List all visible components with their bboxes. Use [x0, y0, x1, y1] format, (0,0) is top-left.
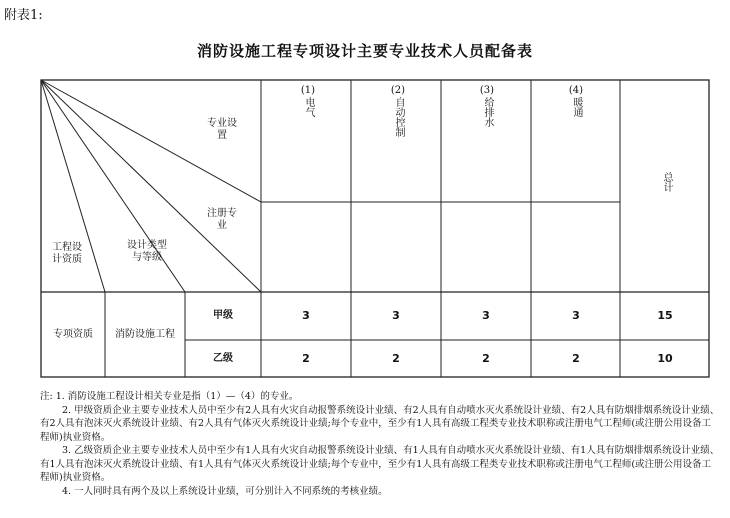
page-title: 消防设施工程专项设计主要专业技术人员配备表	[196, 42, 533, 60]
column-header-total: 总计	[661, 172, 672, 192]
header-registered-specialty: 注册专业	[207, 208, 237, 231]
note-4: 4. 一人同时具有两个及以上系统设计业绩，可分别计入不同系统的考核业绩。	[62, 485, 388, 497]
header-specialty-setting: 专业设置	[207, 118, 237, 141]
header-qualification: 工程设计资质	[52, 242, 82, 265]
row-grade-b: 乙级	[213, 353, 233, 364]
table-notes	[40, 390, 720, 498]
note-2: 2. 甲级资质企业主要专业技术人员中至少有2人具有火灾自动报警系统设计业绩、有2人具有自动喷水灭火系统设计业绩、有2人具有防烟排烟系统设计业绩、有2人具有泡沫灭火系统设计业绩、有2人具有气体灭火系统设计业绩;每个专业中，至少有1人具有高级工程类专业技术职称或注册电气工程师(或注册公用设备工程师)执业资格。	[40, 404, 720, 443]
note-3: 3. 乙级资质企业主要专业技术人员中至少有1人具有火灾自动报警系统设计业绩、有1人具有自动喷水灭火系统设计业绩、有1人具有防烟排烟系统设计业绩、有1人具有泡沫灭火系统设计业绩、有1人具有气体灭火系统设计业绩;每个专业中，至少有1人具有高级工程类专业技术职称或注册电气工程师(或注册公用设备工程师)执业资格。	[40, 445, 720, 483]
row-qualification: 专项资质	[53, 329, 93, 340]
table-caption: 附表1:	[4, 8, 43, 23]
note-1: 注: 1. 消防设施工程设计相关专业是指（1）—（4）的专业。	[40, 391, 299, 402]
row-grade-a: 甲级	[213, 310, 233, 321]
row-type: 消防设施工程	[115, 329, 175, 340]
header-design-type: 设计类型与等级	[127, 240, 167, 263]
